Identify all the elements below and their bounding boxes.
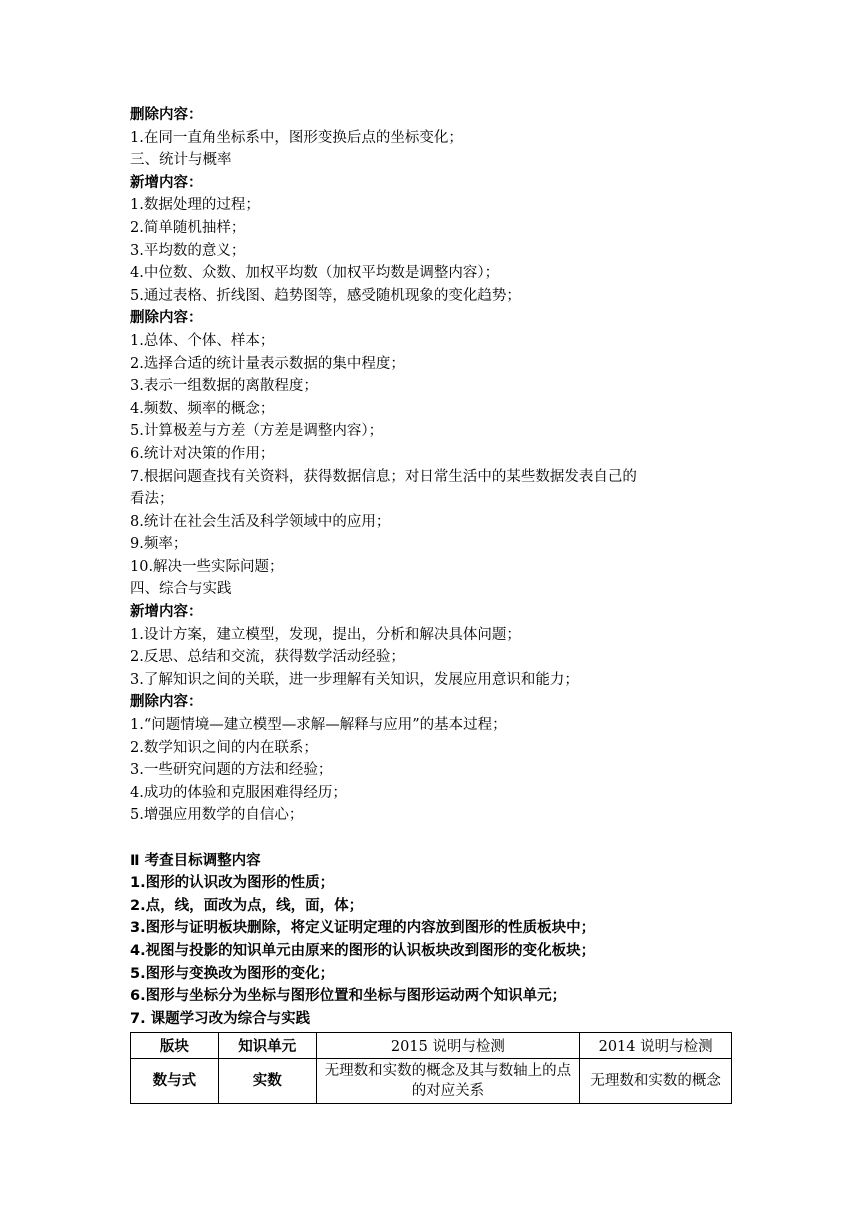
text-line: 2.简单随机抽样； <box>130 219 246 236</box>
text-line: 看法； <box>130 491 174 508</box>
text-line: 6.统计对决策的作用； <box>130 445 275 462</box>
list-item: 7. 课题学习改为综合与实践 <box>130 1010 311 1027</box>
list-item: 3.图形与证明板块删除，将定义证明定理的内容放到图形的性质板块中； <box>130 920 596 937</box>
text-line: 1.设计方案，建立模型，发现，提出，分析和解决具体问题； <box>130 626 521 643</box>
header-cell: 知识单元 <box>218 1033 316 1059</box>
list-item: 6.图形与坐标分为坐标与图形位置和坐标与图形运动两个知识单元； <box>130 988 567 1005</box>
section-heading: Ⅱ 考查目标调整内容 <box>130 852 261 869</box>
text-line: 1.数据处理的过程； <box>130 197 260 214</box>
section-label: 删除内容： <box>130 107 203 123</box>
section-label: 新增内容： <box>130 174 203 191</box>
text-line: 3.了解知识之间的关联，进一步理解有关知识，发展应用意识和能力； <box>130 671 579 688</box>
text-line: 2.数学知识之间的内在联系； <box>130 739 318 756</box>
text-line: 5.增强应用数学的自信心； <box>130 807 304 824</box>
list-item: 1.图形的认识改为图形的性质； <box>130 875 335 892</box>
text-line: 4.频数、频率的概念； <box>130 400 275 417</box>
content-lines <box>130 104 740 827</box>
text-line: 四、综合与实践 <box>130 581 232 598</box>
list-item: 5.图形与变换改为图形的变化； <box>130 965 335 982</box>
list-item: 2.点，线，面改为点，线，面，体； <box>130 897 364 914</box>
section-gap <box>130 827 740 850</box>
table-header-row <box>131 1033 732 1059</box>
comparison-table <box>130 1032 732 1104</box>
text-line: 2.选择合适的统计量表示数据的集中程度； <box>130 355 405 372</box>
text-line: 3.表示一组数据的离散程度； <box>130 378 318 395</box>
text-line: 3.平均数的意义； <box>130 242 246 259</box>
header-cell: 2015 说明与检测 <box>316 1033 580 1059</box>
table-cell: 数与式 <box>131 1059 219 1104</box>
text-line: 1.“问题情境—建立模型—求解—解释与应用”的基本过程； <box>130 717 507 734</box>
text-line: 2.反思、总结和交流，获得数学活动经验； <box>130 649 405 666</box>
section-label: 删除内容： <box>130 310 203 327</box>
text-line: 4.中位数、众数、加权平均数（加权平均数是调整内容）； <box>130 265 500 282</box>
text-line: 8.统计在社会生活及科学领域中的应用； <box>130 513 391 530</box>
text-line: 1.总体、个体、样本； <box>130 332 275 349</box>
section-label: 删除内容： <box>130 694 203 711</box>
text-line: 5.计算极差与方差（方差是调整内容）； <box>130 423 384 440</box>
text-line: 10.解决一些实际问题； <box>130 558 284 575</box>
table-cell: 无理数和实数的概念 <box>580 1059 732 1104</box>
table-row <box>131 1059 732 1104</box>
table-cell: 无理数和实数的概念及其与数轴上的点的对应关系 <box>316 1059 580 1104</box>
text-line: 5.通过表格、折线图、趋势图等，感受随机现象的变化趋势； <box>130 287 521 304</box>
list-item: 4.视图与投影的知识单元由原来的图形的认识板块改到图形的变化板块； <box>130 942 596 959</box>
document-page <box>130 104 740 1104</box>
text-line: 4.成功的体验和克服困难得经历； <box>130 784 347 801</box>
text-line: 9.频率； <box>130 536 188 553</box>
text-line: 1.在同一直角坐标系中，图形变换后点的坐标变化； <box>130 129 463 146</box>
section-label: 新增内容： <box>130 604 203 621</box>
text-line: 三、统计与概率 <box>130 152 232 169</box>
header-cell: 2014 说明与检测 <box>580 1033 732 1059</box>
section2-items <box>130 872 740 1030</box>
text-line: 3.一些研究问题的方法和经验； <box>130 762 333 779</box>
table-cell: 实数 <box>218 1059 316 1104</box>
header-cell: 版块 <box>131 1033 219 1059</box>
text-line: 7.根据问题查找有关资料，获得数据信息；对日常生活中的某些数据发表自己的 <box>130 468 637 485</box>
